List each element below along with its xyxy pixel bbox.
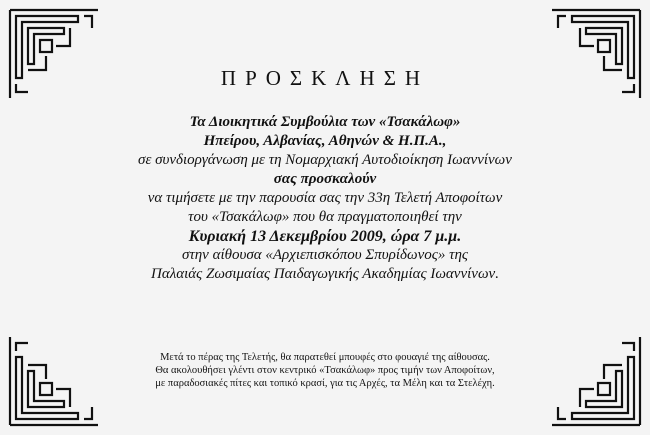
corner-ornament-bottom-left <box>8 335 100 427</box>
footer-line: Μετά το πέρας της Τελετής, θα παρατεθεί μπουφές στο φουαγιέ της αίθουσας. <box>160 352 490 363</box>
footer-line: Θα ακολουθήσει γλέντι στον κεντρικό «Τσακάλωφ» προς τιμήν των Αποφοίτων, <box>155 365 495 376</box>
body-line: σε συνδιοργάνωση με τη Νομαρχιακή Αυτοδιοίκηση Ιωαννίνων <box>138 152 512 168</box>
corner-ornament-bottom-right <box>550 335 642 427</box>
body-line: σας προσκαλούν <box>273 171 377 187</box>
body-line: στην αίθουσα «Αρχιεπισκόπου Σπυρίδωνος» της <box>181 247 469 263</box>
body-line: Τα Διοικητικά Συμβούλια των «Τσακάλωφ» <box>189 114 461 130</box>
invitation-title: ΠΡΟΣΚΛΗΣΗ <box>220 66 430 90</box>
event-date-line: Κυριακή 13 Δεκεμβρίου 2009, ώρα 7 μ.μ. <box>188 228 462 245</box>
body-line: να τιμήσετε με την παρουσία σας την 33η Τελετή Αποφοίτων <box>147 190 503 206</box>
footer-line: με παραδοσιακές πίτες και τοπικό κρασί, για τις Αρχές, τα Μέλη και τα Στελέχη. <box>155 378 495 389</box>
body-line: του «Τσακάλωφ» που θα πραγματοποιηθεί την <box>188 209 462 225</box>
footer-note <box>90 351 560 390</box>
body-line: Παλαιάς Ζωσιμαίας Παιδαγωγικής Ακαδημίας Ιωαννίνων. <box>151 266 499 282</box>
invitation-body <box>90 113 560 284</box>
body-line: Ηπείρου, Αλβανίας, Αθηνών & Η.Π.Α., <box>203 133 447 149</box>
